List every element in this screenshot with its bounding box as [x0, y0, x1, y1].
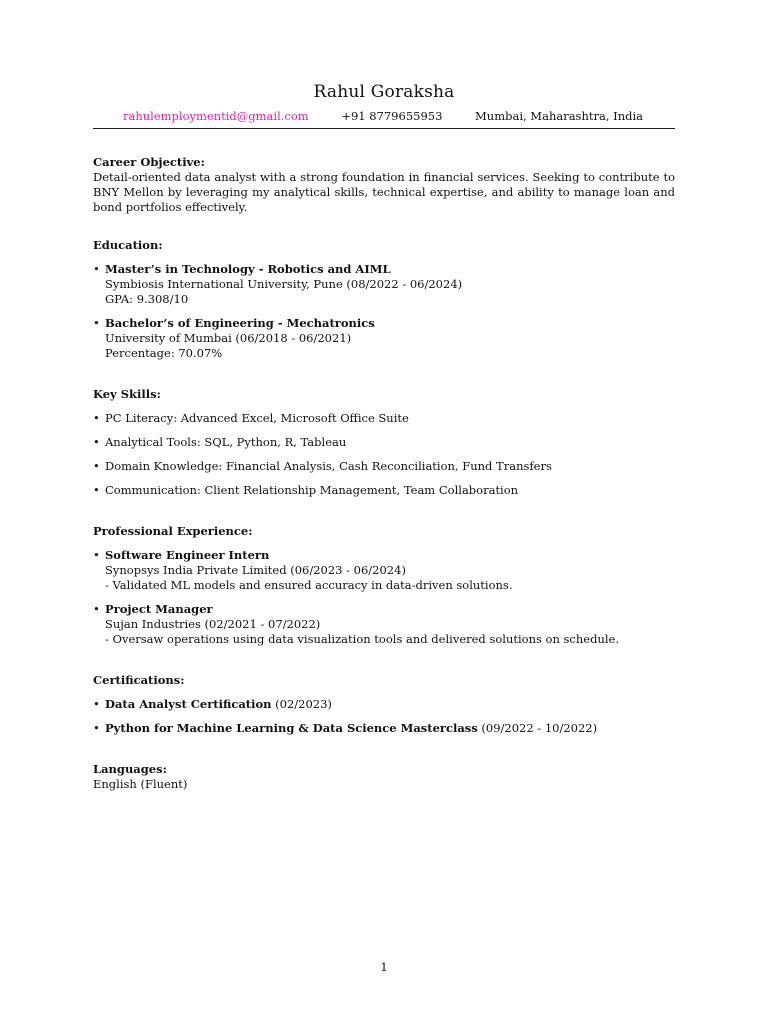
company: Synopsys India Private Limited (06/2023 - 06/2024) [105, 563, 406, 577]
email-link[interactable]: rahulemploymentid@gmail.com [123, 109, 309, 123]
job-detail: - Validated ML models and ensured accuracy in data-driven solutions. [105, 578, 513, 592]
section-title: Key Skills: [93, 387, 161, 401]
list-item [93, 459, 675, 474]
skill-text: Communication: Client Relationship Management, Team Collaboration [105, 483, 519, 497]
bullet-icon: • [93, 548, 100, 562]
job-detail: - Oversaw operations using data visualization tools and delivered solutions on schedule. [105, 632, 619, 646]
resume-page [93, 78, 675, 792]
skill-text: Analytical Tools: SQL, Python, R, Tableau [105, 435, 347, 449]
bullet-icon: • [93, 435, 100, 449]
page-number: 1 [380, 960, 388, 974]
list-item [93, 721, 675, 736]
company: Sujan Industries (02/2021 - 07/2022) [105, 617, 321, 631]
certification-name: Data Analyst Certification [105, 697, 272, 711]
certifications-list [93, 697, 675, 736]
job-role: Project Manager [105, 602, 213, 616]
institution: Symbiosis International University, Pune (08/2022 - 06/2024) [105, 277, 463, 291]
list-item [93, 548, 675, 593]
header-divider [93, 128, 675, 129]
section-title: Languages: [93, 762, 167, 776]
section-career-objective [93, 155, 675, 215]
list-item [93, 435, 675, 450]
degree: Bachelor’s of Engineering - Mechatronics [105, 316, 375, 330]
bullet-icon: • [93, 602, 100, 616]
certification-date: (02/2023) [271, 697, 332, 711]
bullet-icon: • [93, 721, 100, 735]
certification-date: (09/2022 - 10/2022) [477, 721, 598, 735]
degree: Master’s in Technology - Robotics and AIML [105, 262, 391, 276]
list-item [93, 411, 675, 426]
candidate-name: Rahul Goraksha [313, 82, 455, 102]
section-title: Career Objective: [93, 155, 205, 169]
section-experience [93, 524, 675, 647]
list-item [93, 262, 675, 307]
list-item [93, 697, 675, 712]
bullet-icon: • [93, 262, 100, 276]
languages-text: English (Fluent) [93, 777, 188, 791]
certification-name: Python for Machine Learning & Data Science Masterclass [105, 721, 478, 735]
bullet-icon: • [93, 459, 100, 473]
section-title: Education: [93, 238, 163, 252]
list-item [93, 316, 675, 361]
skill-text: PC Literacy: Advanced Excel, Microsoft Office Suite [105, 411, 409, 425]
skill-text: Domain Knowledge: Financial Analysis, Cash Reconciliation, Fund Transfers [105, 459, 552, 473]
bullet-icon: • [93, 411, 100, 425]
score: GPA: 9.308/10 [105, 292, 189, 306]
bullet-icon: • [93, 483, 100, 497]
section-languages [93, 762, 675, 792]
section-certifications [93, 673, 675, 736]
score: Percentage: 70.07% [105, 346, 223, 360]
location: Mumbai, Maharashtra, India [475, 109, 643, 123]
section-education [93, 238, 675, 361]
contact-row [93, 107, 675, 127]
section-title: Certifications: [93, 673, 185, 687]
job-role: Software Engineer Intern [105, 548, 270, 562]
institution: University of Mumbai (06/2018 - 06/2021) [105, 331, 352, 345]
phone-number: +91 8779655953 [341, 109, 443, 123]
section-key-skills [93, 387, 675, 498]
education-list [93, 262, 675, 361]
bullet-icon: • [93, 316, 100, 330]
experience-list [93, 548, 675, 647]
list-item [93, 483, 675, 498]
bullet-icon: • [93, 697, 100, 711]
section-title: Professional Experience: [93, 524, 253, 538]
career-objective-text: Detail-oriented data analyst with a strong foundation in financial services. Seeking to contribute to BNY Mellon by leveraging my analytical skills, technical expertise, and ability to manage loan and bond portfolios effectively. [93, 170, 675, 214]
list-item [93, 602, 675, 647]
skills-list [93, 411, 675, 498]
